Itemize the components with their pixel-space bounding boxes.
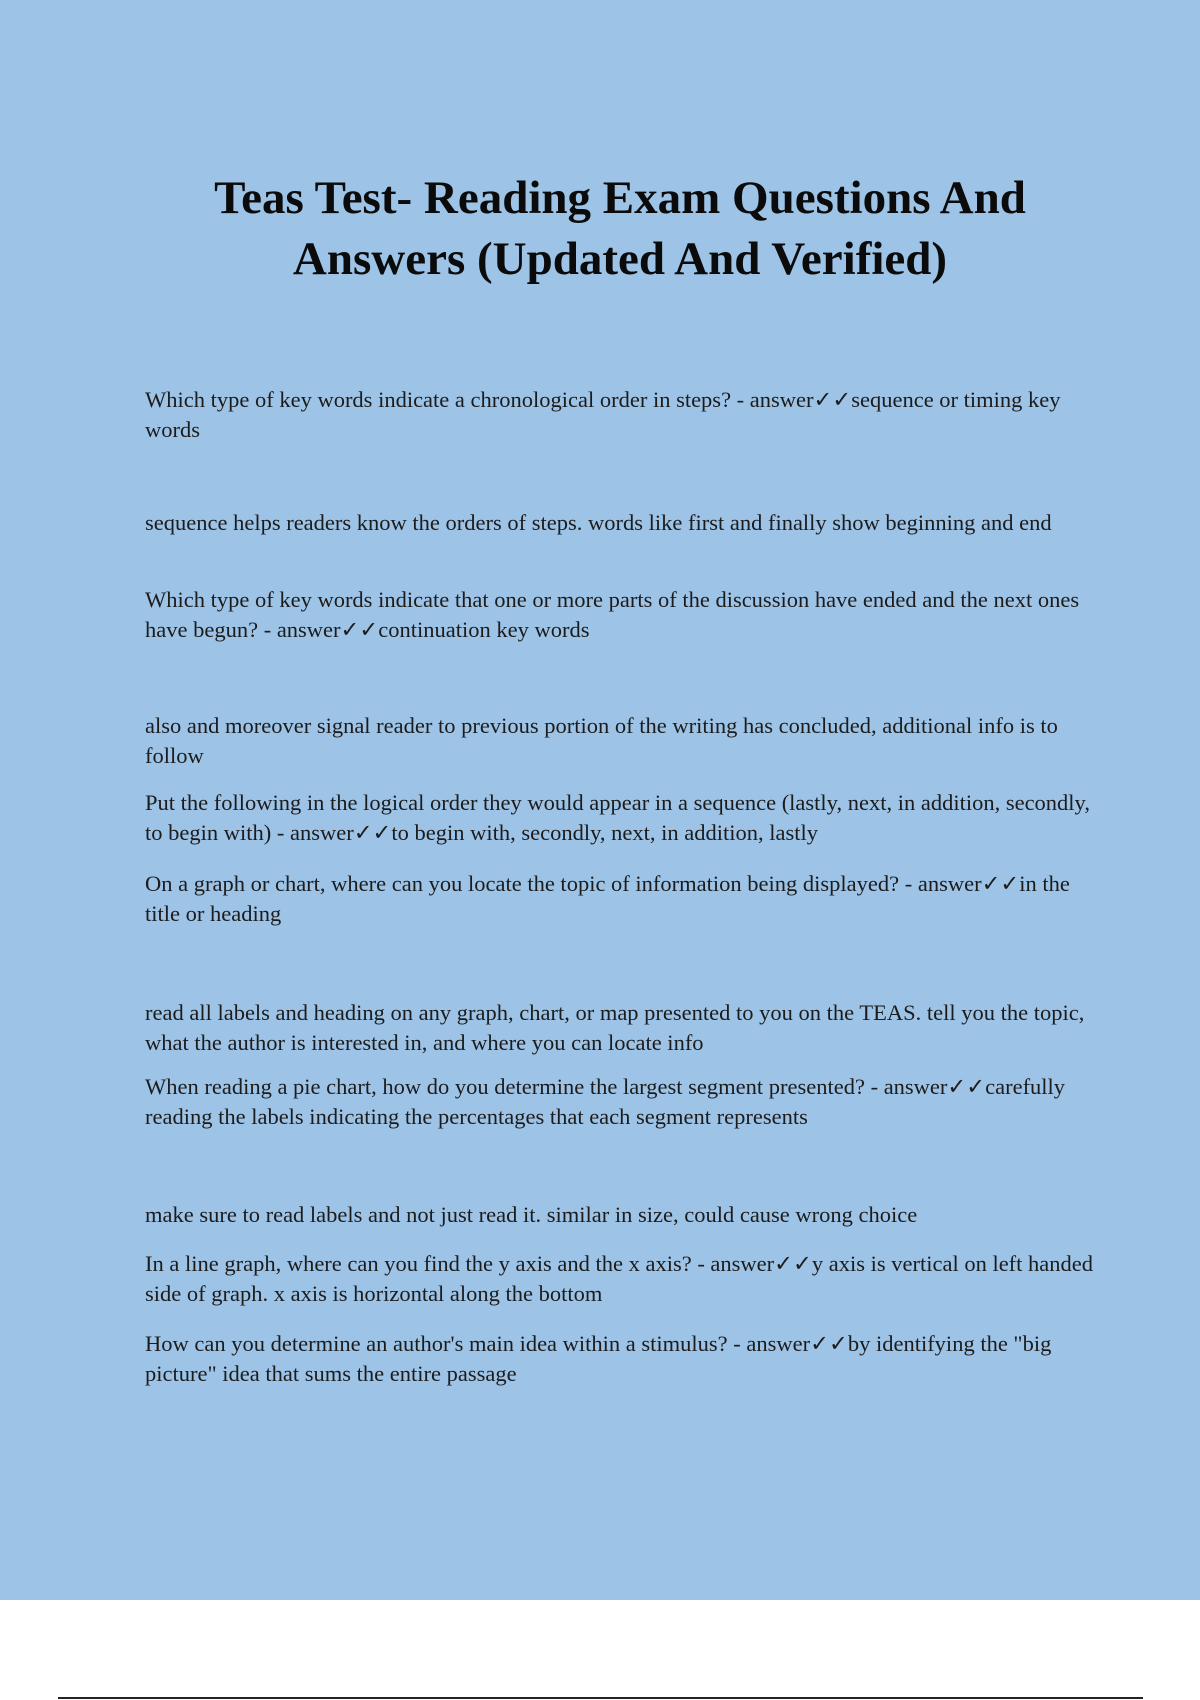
note-sequence: sequence helps readers know the orders of steps. words like first and finally show beginning and end [145, 510, 1052, 535]
question-pie-chart: When reading a pie chart, how do you determine the largest segment presented? - answer✓✓carefully reading the labels indicating the percentages that each segment represents [145, 1074, 1066, 1129]
question-continuation-keywords: Which type of key words indicate that one or more parts of the discussion have ended and the next ones have begun? - answer✓✓continuation key words [145, 587, 1080, 642]
note-continuation: also and moreover signal reader to previous portion of the writing has concluded, additional info is to follow [145, 713, 1058, 768]
note-graph-labels: read all labels and heading on any graph, chart, or map presented to you on the TEAS. tell you the topic, what the author is interested in, and where you can locate info [145, 1000, 1085, 1055]
question-graph-topic: On a graph or chart, where can you locate the topic of information being displayed? - answer✓✓in the title or heading [145, 871, 1070, 926]
question-line-graph-axes: In a line graph, where can you find the y axis and the x axis? - answer✓✓y axis is vertical on left handed side of graph. x axis is horizontal along the bottom [145, 1251, 1094, 1306]
document-title: Teas Test- Reading Exam Questions And Answers (Updated And Verified) [214, 172, 1026, 285]
footer-divider [58, 1697, 1143, 1699]
note-pie-chart: make sure to read labels and not just read it. similar in size, could cause wrong choice [145, 1202, 918, 1227]
question-main-idea: How can you determine an author's main idea within a stimulus? - answer✓✓by identifying the "big picture" idea that sums the entire passage [145, 1331, 1052, 1386]
question-logical-order: Put the following in the logical order they would appear in a sequence (lastly, next, in addition, secondly, to begin with) - answer✓✓to begin with, secondly, next, in addition, lastly [145, 790, 1090, 845]
question-sequence-keywords: Which type of key words indicate a chronological order in steps? - answer✓✓sequence or timing key words [145, 387, 1061, 442]
